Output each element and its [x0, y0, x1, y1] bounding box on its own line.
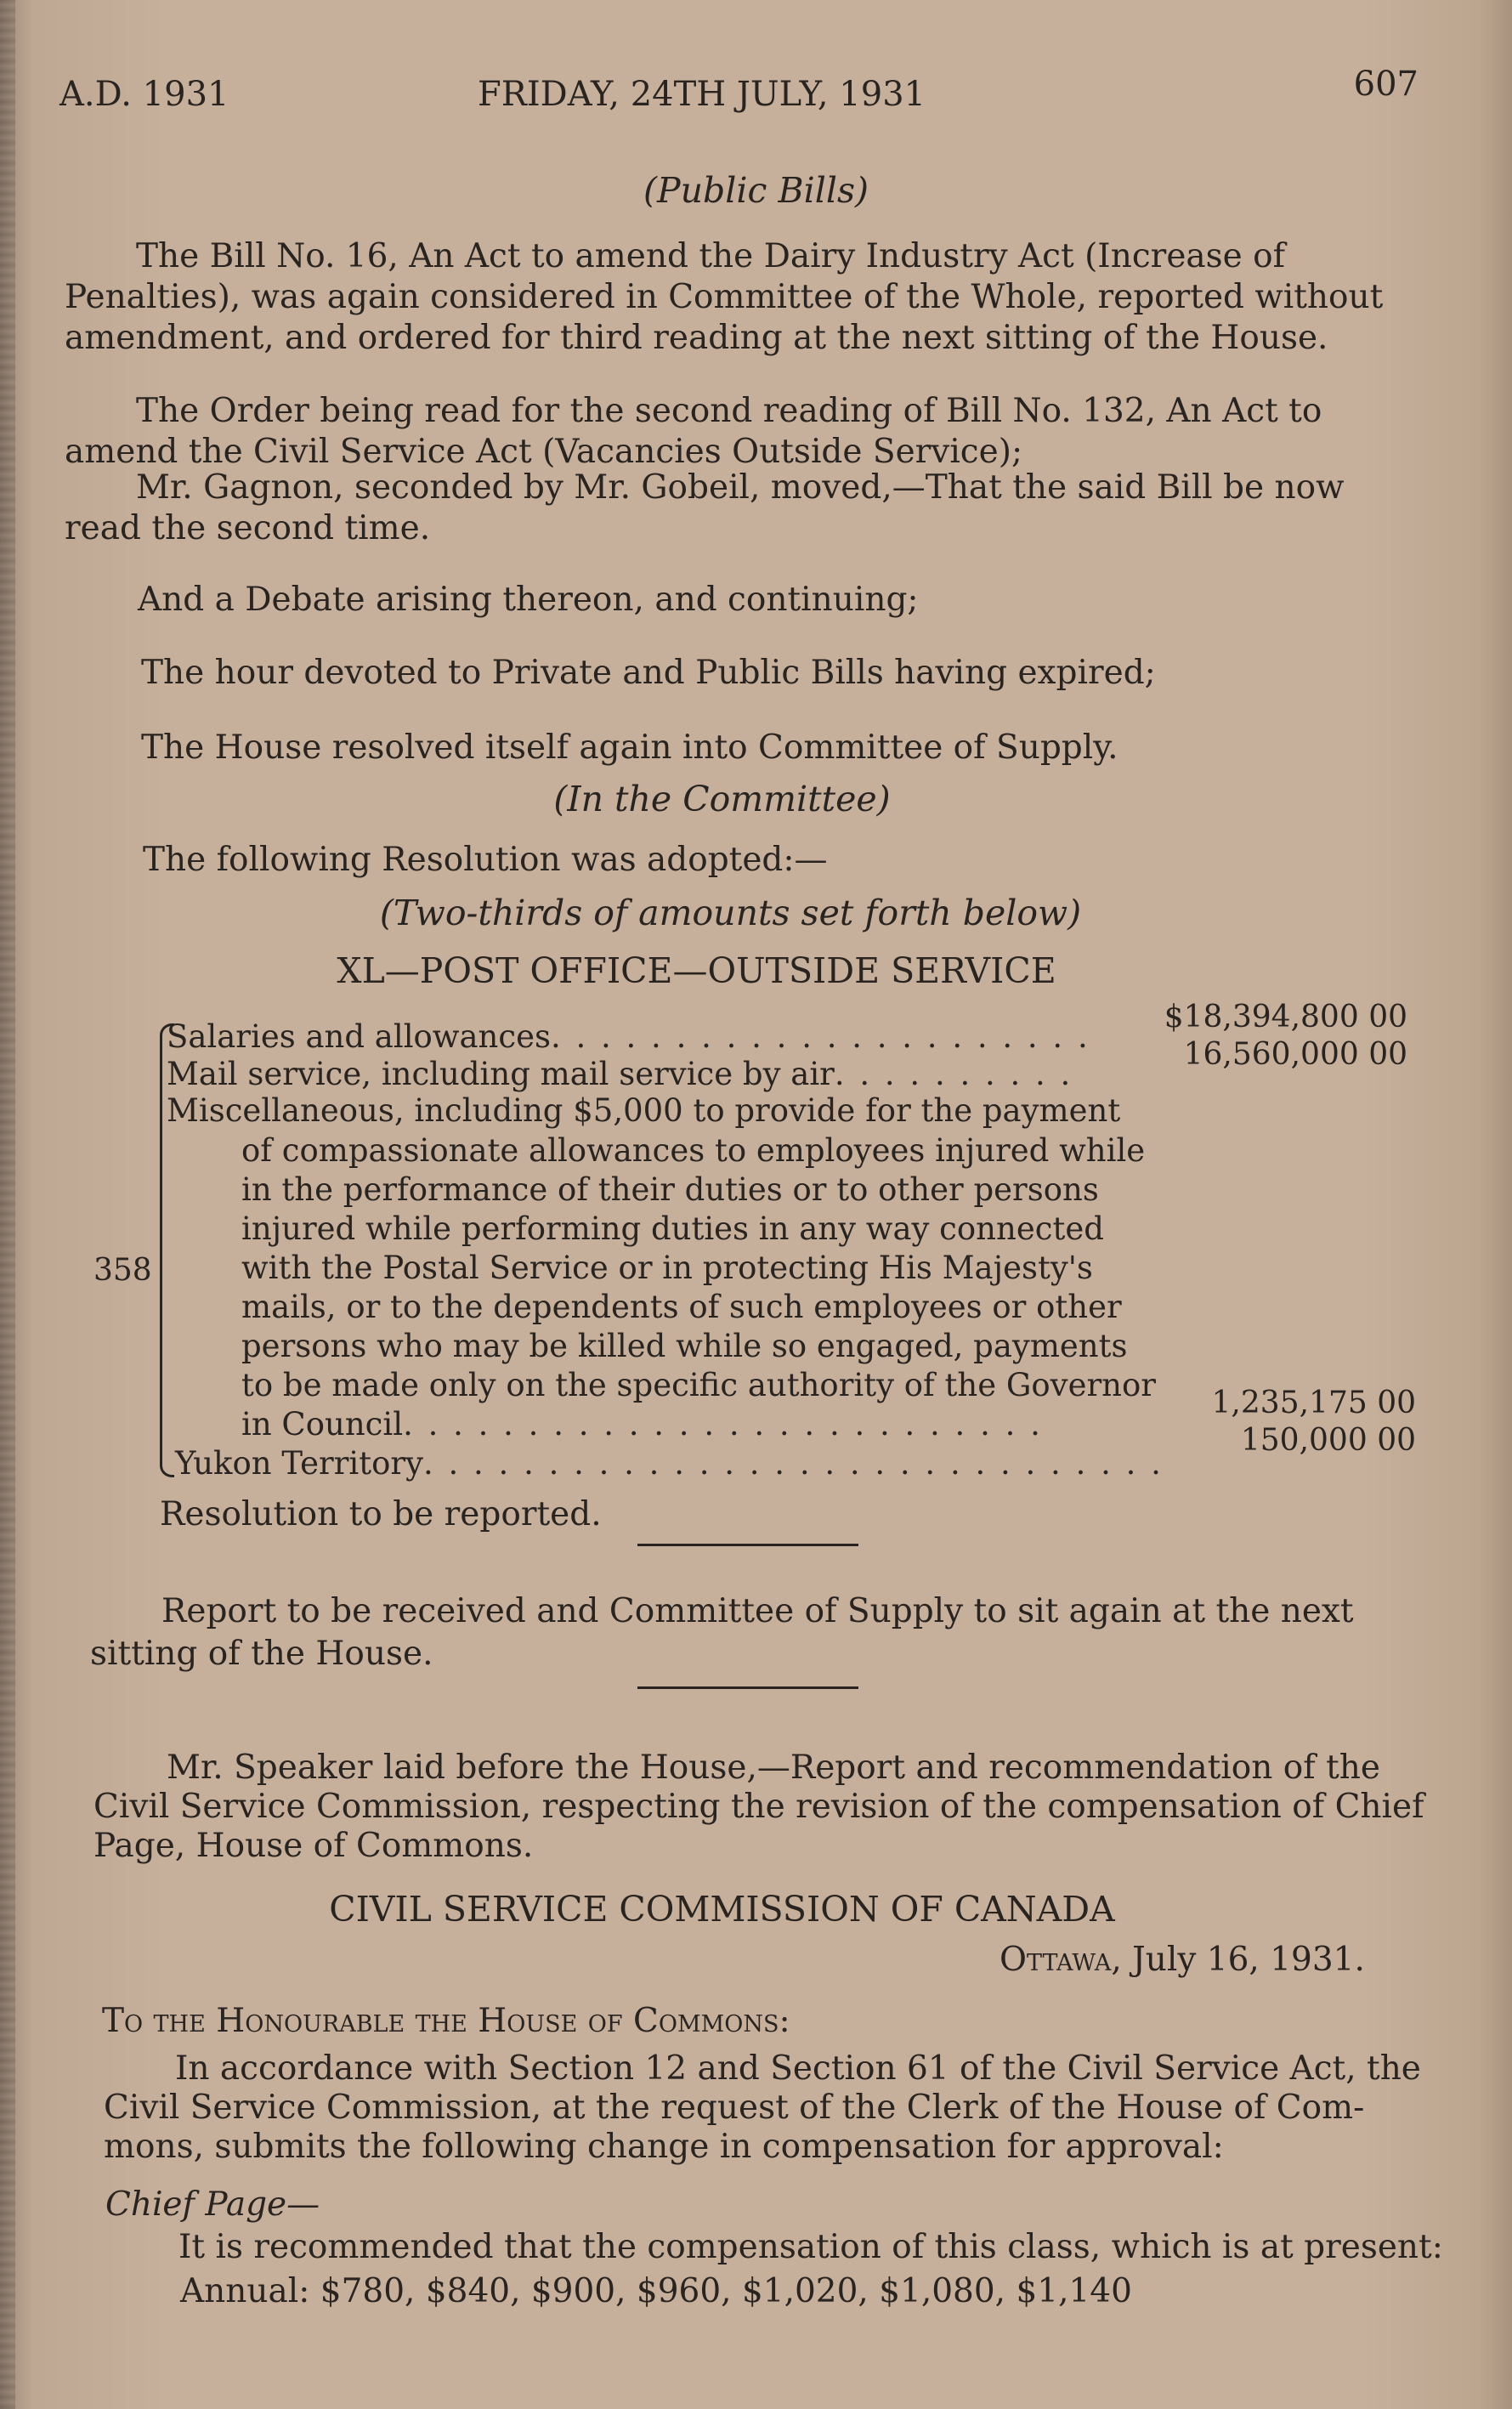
bill132-line-4: read the second time. — [65, 509, 431, 547]
salaries-amount: $18,394,800 00 — [1164, 1000, 1407, 1034]
header-year: A.D. 1931 — [59, 75, 229, 114]
salaries-label: Salaries and allowances — [167, 1018, 551, 1055]
recommended-line: It is recommended that the compensation of this class, which is at present: — [178, 2228, 1443, 2266]
resolution-adopted-line: The following Resolution was adopted:— — [143, 841, 828, 879]
misc-last-label: in Council — [241, 1406, 404, 1443]
misc-line-5: with the Postal Service or in protecting His Majesty's — [241, 1250, 1093, 1286]
misc-line-9 — [241, 1404, 1043, 1445]
mail-label: Mail service, including mail service by air — [167, 1056, 835, 1092]
divider-rule — [637, 1686, 858, 1689]
bill16-line-1: The Bill No. 16, An Act to amend the Dairy Industry Act (Increase of — [136, 237, 1286, 275]
salaries-item — [167, 1017, 1090, 1057]
accordance-line-1: In accordance with Section 12 and Section 61 of the Civil Service Act, the — [175, 2049, 1421, 2088]
speaker-line-2: Civil Service Commission, respecting the revision of the compensation of Chief — [93, 1788, 1424, 1826]
yukon-item — [175, 1443, 1164, 1484]
commission-title: CIVIL SERVICE COMMISSION OF CANADA — [329, 1889, 1115, 1930]
misc-line-4: injured while performing duties in any way connected — [241, 1210, 1104, 1247]
leader-dots: . . . . . . . . . . . . . . . . . . . . . . — [550, 1018, 1090, 1055]
in-committee-heading: (In the Committee) — [553, 779, 891, 819]
divider-rule — [637, 1544, 858, 1546]
place-date — [1000, 1940, 1365, 1981]
accordance-line-3: mons, submits the following change in compensation for approval: — [104, 2128, 1224, 2166]
report-line-1: Report to be received and Committee of Supply to sit again at the next — [161, 1592, 1354, 1630]
header-date: FRIDAY, 24TH JULY, 1931 — [478, 75, 926, 114]
bill132-line-3: Mr. Gagnon, seconded by Mr. Gobeil, moved,—That the said Bill be now — [136, 468, 1345, 507]
report-line-2: sitting of the House. — [90, 1635, 433, 1673]
misc-line-7: persons who may be killed while so engaged, payments — [241, 1328, 1128, 1364]
place: Ottawa, — [1000, 1941, 1122, 1979]
misc-amount: 1,235,175 00 — [1211, 1386, 1416, 1420]
addressee: To the Honourable the House of Commons: — [102, 2002, 790, 2040]
leader-dots: . . . . . . . . . . . . . . . . . . . . . . . . . . . . . . — [422, 1445, 1164, 1482]
leader-dots: . . . . . . . . . . — [834, 1056, 1073, 1092]
misc-line-2: of compassionate allowances to employees injured while — [241, 1132, 1146, 1169]
section-public-bills: (Public Bills) — [643, 170, 869, 211]
bill132-line-1: The Order being read for the second reading of Bill No. 132, An Act to — [136, 392, 1322, 430]
hour-expired-line: The hour devoted to Private and Public Bills having expired; — [141, 654, 1156, 692]
bill132-line-2: amend the Civil Service Act (Vacancies Outside Service); — [65, 433, 1023, 471]
mail-item — [167, 1054, 1073, 1095]
chief-page-heading: Chief Page— — [105, 2185, 320, 2224]
running-header — [59, 65, 1419, 126]
debate-line: And a Debate arising thereon, and continuing; — [138, 581, 919, 619]
page-number: 607 — [1353, 65, 1419, 104]
annual-line: Annual: $780, $840, $900, $960, $1,020, $1,080, $1,140 — [180, 2272, 1132, 2310]
bill16-line-2: Penalties), was again considered in Committee of the Whole, reported without — [65, 278, 1384, 316]
speaker-line-1: Mr. Speaker laid before the House,—Report and recommendation of the — [167, 1749, 1380, 1787]
committee-of-supply-line: The House resolved itself again into Committee of Supply. — [141, 728, 1118, 767]
misc-line-1: Miscellaneous, including $5,000 to provide for the payment — [167, 1092, 1121, 1129]
yukon-amount: 150,000 00 — [1240, 1423, 1416, 1458]
resolution-reported-line: Resolution to be reported. — [160, 1495, 602, 1533]
date: July 16, 1931. — [1132, 1941, 1365, 1979]
misc-line-3: in the performance of their duties or to other persons — [241, 1171, 1099, 1208]
leader-dots: . . . . . . . . . . . . . . . . . . . . . . . . . . — [403, 1406, 1043, 1443]
two-thirds-note: (Two-thirds of amounts set forth below) — [379, 893, 1082, 933]
speaker-line-3: Page, House of Commons. — [93, 1827, 534, 1865]
accordance-line-2: Civil Service Commission, at the request of the Clerk of the House of Com- — [104, 2089, 1365, 2127]
service-title: XL—POST OFFICE—OUTSIDE SERVICE — [337, 950, 1056, 991]
misc-line-6: mails, or to the dependents of such employees or other — [241, 1289, 1122, 1325]
mail-amount: 16,560,000 00 — [1183, 1037, 1407, 1072]
yukon-label: Yukon Territory — [175, 1445, 423, 1482]
bill16-line-3: amendment, and ordered for third reading at the next sitting of the House. — [65, 319, 1328, 357]
misc-line-8: to be made only on the specific authority of the Governor — [241, 1367, 1156, 1403]
vote-number: 358 — [93, 1253, 152, 1288]
